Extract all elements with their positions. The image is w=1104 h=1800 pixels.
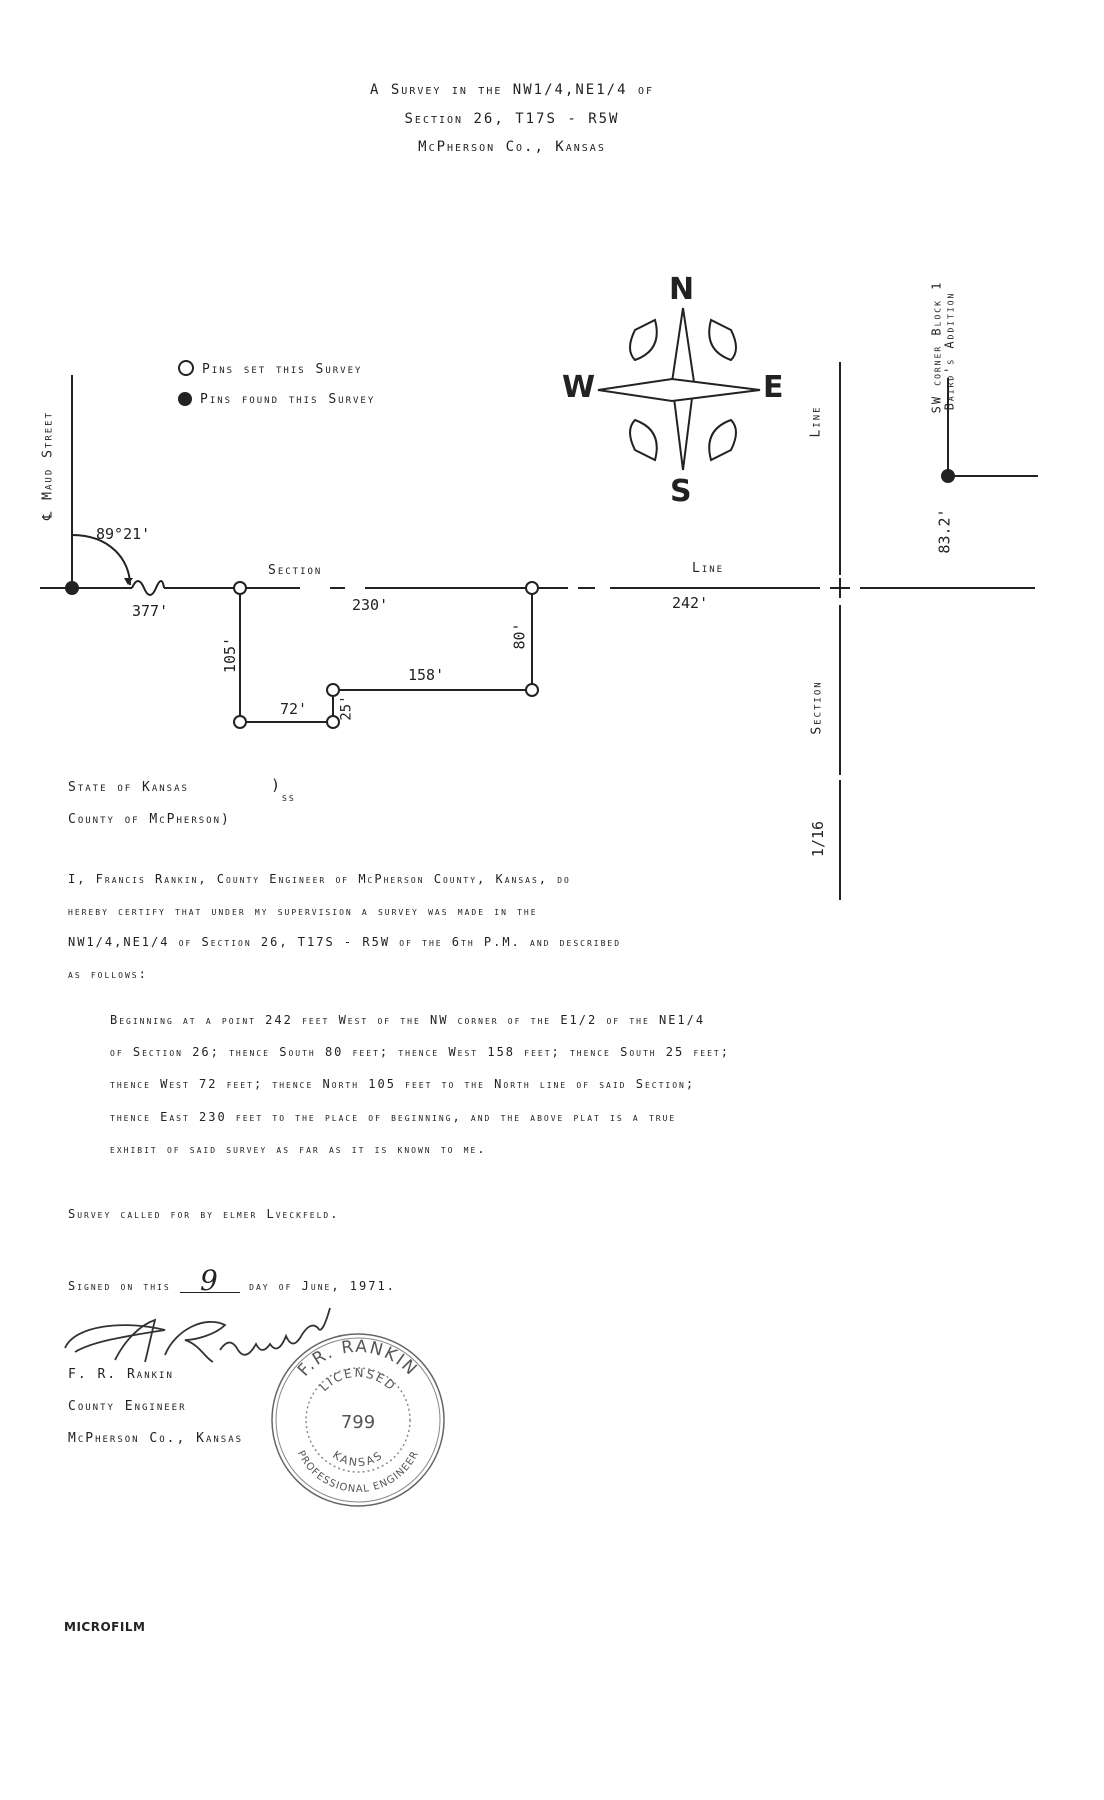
pin-set-sw — [234, 716, 246, 728]
state-paren: ) — [271, 776, 283, 794]
section-label: Section — [268, 563, 323, 578]
cert-para2-line3: thence West 72 feet; thence North 105 feet to the North line of said Section; — [110, 1077, 696, 1091]
cert-para1-line3: NW1/4,NE1/4 of Section 26, T17S - R5W of the 6th P.M. and described — [68, 935, 622, 949]
state-of-kansas: State of Kansas — [68, 780, 189, 795]
pin-found-maud — [65, 581, 79, 595]
cert-para1-line1: I, Francis Rankin, County Engineer of McPherson County, Kansas, do — [68, 872, 571, 886]
cert-para2-line1: Beginning at a point 242 feet West of the NW corner of the E1/2 of the NE1/4 — [110, 1013, 706, 1027]
maud-street-label: ℄ Maud Street — [40, 411, 56, 521]
vertical-line-label: Line — [808, 405, 824, 438]
seal-top-text: F.R. RANKIN — [294, 1336, 422, 1381]
seal-number: 799 — [340, 1412, 376, 1433]
legend-pins-set: Pins set this Survey — [178, 360, 362, 377]
cert-para1-line2: hereby certify that under my supervision a survey was made in the — [68, 904, 538, 918]
seal-licensed-text: LICENSED — [316, 1365, 400, 1395]
compass-w: W — [562, 370, 596, 405]
legend-pins-found: Pins found this Survey — [178, 392, 375, 407]
signature-place: McPherson Co., Kansas — [68, 1431, 244, 1446]
line-label: Line — [692, 561, 725, 576]
pin-found-sw-corner — [941, 469, 955, 483]
pin-set-e — [526, 684, 538, 696]
cert-para2-line4: thence East 230 feet to the place of beginning, and the above plat is a true — [110, 1110, 677, 1124]
signed-line: Signed on this 9 day of June, 1971. — [68, 1264, 396, 1297]
survey-called-for: Survey called for by elmer Lveckfeld. — [68, 1207, 340, 1221]
compass-e: E — [763, 370, 784, 405]
dist-83-2: 83.2' — [935, 508, 954, 554]
compass-rose-icon — [598, 308, 760, 470]
dist-80: 80' — [510, 622, 529, 650]
seal-state-text: KANSAS — [330, 1448, 386, 1470]
engineer-seal-icon — [268, 1330, 448, 1510]
compass-s: S — [670, 474, 692, 509]
dist-105: 105' — [221, 636, 240, 674]
pin-set-ne — [526, 582, 538, 594]
sw-corner-label-2: Baird's Addition — [942, 291, 957, 411]
pin-set-mid — [327, 684, 339, 696]
cert-para2-line5: exhibit of said survey as far as it is known to me. — [110, 1142, 487, 1156]
break-squiggle — [132, 581, 164, 595]
angle-label: 89°21' — [96, 525, 151, 543]
dist-158: 158' — [408, 666, 445, 684]
signed-day: 9 — [180, 1270, 240, 1293]
compass-n: N — [669, 272, 695, 307]
dist-242: 242' — [672, 594, 709, 612]
pin-set-nw — [234, 582, 246, 594]
dist-72: 72' — [280, 700, 308, 718]
ss-label: ss — [282, 790, 296, 804]
cert-para2-line2: of Section 26; thence South 80 feet; thence West 158 feet; thence South 25 feet; — [110, 1045, 730, 1059]
centerline-icon: ℄ — [40, 509, 56, 521]
signature-name: F. R. Rankin — [68, 1367, 174, 1382]
vertical-116-label: 1/16 — [809, 820, 828, 858]
svg-text:LICENSED — [317, 1366, 399, 1394]
survey-title-line3: McPherson Co., Kansas — [418, 139, 606, 155]
vertical-section-label: Section — [809, 680, 825, 735]
open-circle-icon — [178, 360, 194, 376]
survey-title-line1: A Survey in the NW1/4,NE1/4 of — [370, 82, 654, 98]
pin-set-sw-inner — [327, 716, 339, 728]
county-of-mcpherson: County of McPherson) — [68, 812, 231, 827]
dist-377: 377' — [132, 602, 169, 620]
svg-text:KANSAS — [330, 1448, 386, 1469]
seal-bottom-text: PROFESSIONAL ENGINEER — [294, 1449, 422, 1496]
survey-title-line2: Section 26, T17S - R5W — [404, 111, 620, 127]
sw-corner-label-1: SW corner Block 1 — [929, 280, 944, 414]
dist-25: 25' — [338, 695, 355, 721]
microfilm-stamp: MICROFILM — [64, 1620, 146, 1634]
filled-circle-icon — [178, 392, 192, 406]
cert-para1-line4: as follows: — [68, 967, 148, 981]
dist-230: 230' — [352, 596, 389, 614]
signature-title: County Engineer — [68, 1399, 187, 1414]
